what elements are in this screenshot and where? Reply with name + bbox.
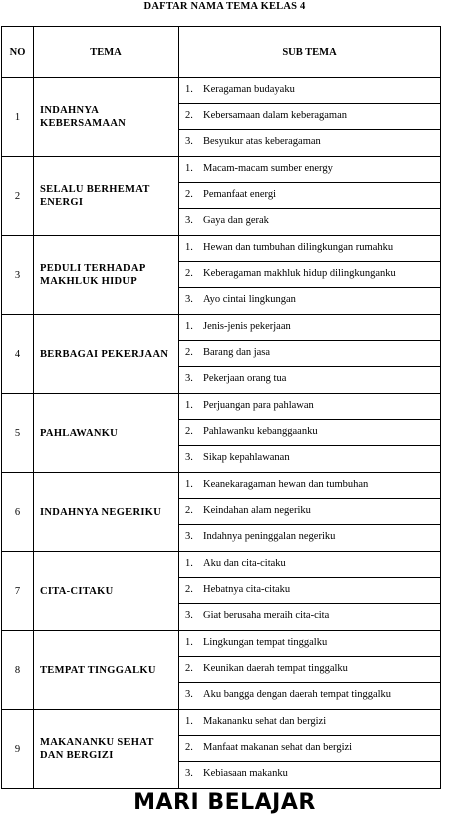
sub-tema-text: Sikap kepahlawanan xyxy=(203,452,290,463)
sub-tema-text: Pemanfaat energi xyxy=(203,189,276,200)
sub-tema-cell xyxy=(179,552,441,631)
sub-tema-item xyxy=(179,157,440,183)
table-body xyxy=(2,78,441,789)
table-row xyxy=(2,236,441,315)
sub-tema-cell xyxy=(179,315,441,394)
table-row xyxy=(2,157,441,236)
document-title: DAFTAR NAMA TEMA KELAS 4 xyxy=(143,1,306,12)
sub-tema-number: 3. xyxy=(185,689,193,700)
sub-tema-text: Perjuangan para pahlawan xyxy=(203,400,314,411)
table-row xyxy=(2,631,441,710)
sub-tema-text: Kebersamaan dalam keberagaman xyxy=(203,110,348,121)
tema-name: INDAHNYA KEBERSAMAAN xyxy=(34,78,179,157)
table-row xyxy=(2,710,441,789)
sub-tema-text: Besyukur atas keberagaman xyxy=(203,136,321,147)
footer-banner: MARI BELAJAR xyxy=(133,790,316,815)
sub-tema-text: Keunikan daerah tempat tinggalku xyxy=(203,663,348,674)
sub-tema-number: 3. xyxy=(185,610,193,621)
tema-name: SELALU BERHEMAT ENERGI xyxy=(34,157,179,236)
sub-tema-number: 2. xyxy=(185,110,193,121)
sub-tema-cell xyxy=(179,157,441,236)
sub-tema-text: Keberagaman makhluk hidup dilingkunganku xyxy=(203,268,396,279)
header-sub-tema: SUB TEMA xyxy=(179,27,441,78)
sub-tema-item xyxy=(179,762,440,788)
sub-tema-number: 3. xyxy=(185,136,193,147)
sub-tema-item xyxy=(179,130,440,156)
sub-tema-cell xyxy=(179,473,441,552)
sub-tema-item xyxy=(179,631,440,657)
tema-name: INDAHNYA NEGERIKU xyxy=(34,473,179,552)
sub-tema-number: 2. xyxy=(185,663,193,674)
sub-tema-item xyxy=(179,657,440,683)
tema-table xyxy=(1,26,441,789)
sub-tema-text: Jenis-jenis pekerjaan xyxy=(203,321,291,332)
sub-tema-text: Aku dan cita-citaku xyxy=(203,558,286,569)
sub-tema-item xyxy=(179,78,440,104)
sub-tema-item xyxy=(179,578,440,604)
sub-tema-text: Pahlawanku kebanggaanku xyxy=(203,426,318,437)
sub-tema-item xyxy=(179,236,440,262)
sub-tema-text: Keindahan alam negeriku xyxy=(203,505,311,516)
sub-tema-item xyxy=(179,420,440,446)
sub-tema-number: 3. xyxy=(185,452,193,463)
sub-tema-cell xyxy=(179,236,441,315)
tema-name: TEMPAT TINGGALKU xyxy=(34,631,179,710)
header-no: NO xyxy=(2,27,34,78)
sub-tema-item xyxy=(179,473,440,499)
table-header-row xyxy=(2,27,441,78)
table-row xyxy=(2,315,441,394)
sub-tema-item xyxy=(179,604,440,630)
tema-name: PAHLAWANKU xyxy=(34,394,179,473)
sub-tema-cell xyxy=(179,631,441,710)
sub-tema-item xyxy=(179,683,440,709)
sub-tema-number: 1. xyxy=(185,242,193,253)
sub-tema-number: 2. xyxy=(185,189,193,200)
row-number: 6 xyxy=(2,473,34,552)
sub-tema-item xyxy=(179,262,440,288)
row-number: 2 xyxy=(2,157,34,236)
sub-tema-item xyxy=(179,341,440,367)
sub-tema-text: Macam-macam sumber energy xyxy=(203,163,333,174)
row-number: 5 xyxy=(2,394,34,473)
sub-tema-text: Hewan dan tumbuhan dilingkungan rumahku xyxy=(203,242,394,253)
sub-tema-text: Hebatnya cita-citaku xyxy=(203,584,291,595)
sub-tema-item xyxy=(179,499,440,525)
table-row xyxy=(2,552,441,631)
sub-tema-cell xyxy=(179,78,441,157)
sub-tema-number: 2. xyxy=(185,505,193,516)
sub-tema-text: Kebiasaan makanku xyxy=(203,768,288,779)
sub-tema-number: 3. xyxy=(185,768,193,779)
sub-tema-number: 3. xyxy=(185,373,193,384)
sub-tema-number: 3. xyxy=(185,531,193,542)
sub-tema-text: Aku bangga dengan daerah tempat tinggalku xyxy=(203,689,392,700)
sub-tema-number: 1. xyxy=(185,637,193,648)
tema-name: PEDULI TERHADAP MAKHLUK HIDUP xyxy=(34,236,179,315)
sub-tema-number: 1. xyxy=(185,479,193,490)
sub-tema-number: 1. xyxy=(185,558,193,569)
sub-tema-number: 1. xyxy=(185,321,193,332)
sub-tema-number: 2. xyxy=(185,742,193,753)
sub-tema-text: Makananku sehat dan bergizi xyxy=(203,716,327,727)
sub-tema-number: 1. xyxy=(185,84,193,95)
row-number: 3 xyxy=(2,236,34,315)
sub-tema-item xyxy=(179,710,440,736)
sub-tema-text: Indahnya peninggalan negeriku xyxy=(203,531,336,542)
sub-tema-item xyxy=(179,446,440,472)
sub-tema-item xyxy=(179,394,440,420)
row-number: 7 xyxy=(2,552,34,631)
sub-tema-number: 3. xyxy=(185,215,193,226)
sub-tema-number: 1. xyxy=(185,163,193,174)
sub-tema-item xyxy=(179,525,440,551)
sub-tema-cell xyxy=(179,710,441,789)
sub-tema-number: 1. xyxy=(185,716,193,727)
tema-name: MAKANANKU SEHAT DAN BERGIZI xyxy=(34,710,179,789)
table-row xyxy=(2,473,441,552)
sub-tema-number: 1. xyxy=(185,400,193,411)
sub-tema-item xyxy=(179,552,440,578)
row-number: 8 xyxy=(2,631,34,710)
sub-tema-text: Manfaat makanan sehat dan bergizi xyxy=(203,742,353,753)
sub-tema-number: 2. xyxy=(185,347,193,358)
sub-tema-number: 2. xyxy=(185,426,193,437)
table-row xyxy=(2,78,441,157)
sub-tema-item xyxy=(179,183,440,209)
sub-tema-number: 2. xyxy=(185,584,193,595)
sub-tema-item xyxy=(179,736,440,762)
sub-tema-cell xyxy=(179,394,441,473)
sub-tema-text: Ayo cintai lingkungan xyxy=(203,294,296,305)
sub-tema-text: Keanekaragaman hewan dan tumbuhan xyxy=(203,479,369,490)
sub-tema-text: Giat berusaha meraih cita-cita xyxy=(203,610,330,621)
row-number: 9 xyxy=(2,710,34,789)
row-number: 1 xyxy=(2,78,34,157)
row-number: 4 xyxy=(2,315,34,394)
sub-tema-item xyxy=(179,104,440,130)
sub-tema-text: Lingkungan tempat tinggalku xyxy=(203,637,328,648)
sub-tema-number: 2. xyxy=(185,268,193,279)
header-tema: TEMA xyxy=(34,27,179,78)
sub-tema-item xyxy=(179,367,440,393)
sub-tema-item xyxy=(179,209,440,235)
tema-name: BERBAGAI PEKERJAAN xyxy=(34,315,179,394)
sub-tema-item xyxy=(179,288,440,314)
sub-tema-item xyxy=(179,315,440,341)
sub-tema-text: Gaya dan gerak xyxy=(203,215,269,226)
sub-tema-text: Barang dan jasa xyxy=(203,347,271,358)
tema-name: CITA-CITAKU xyxy=(34,552,179,631)
table-row xyxy=(2,394,441,473)
sub-tema-text: Pekerjaan orang tua xyxy=(203,373,287,384)
sub-tema-text: Keragaman budayaku xyxy=(203,84,295,95)
sub-tema-number: 3. xyxy=(185,294,193,305)
